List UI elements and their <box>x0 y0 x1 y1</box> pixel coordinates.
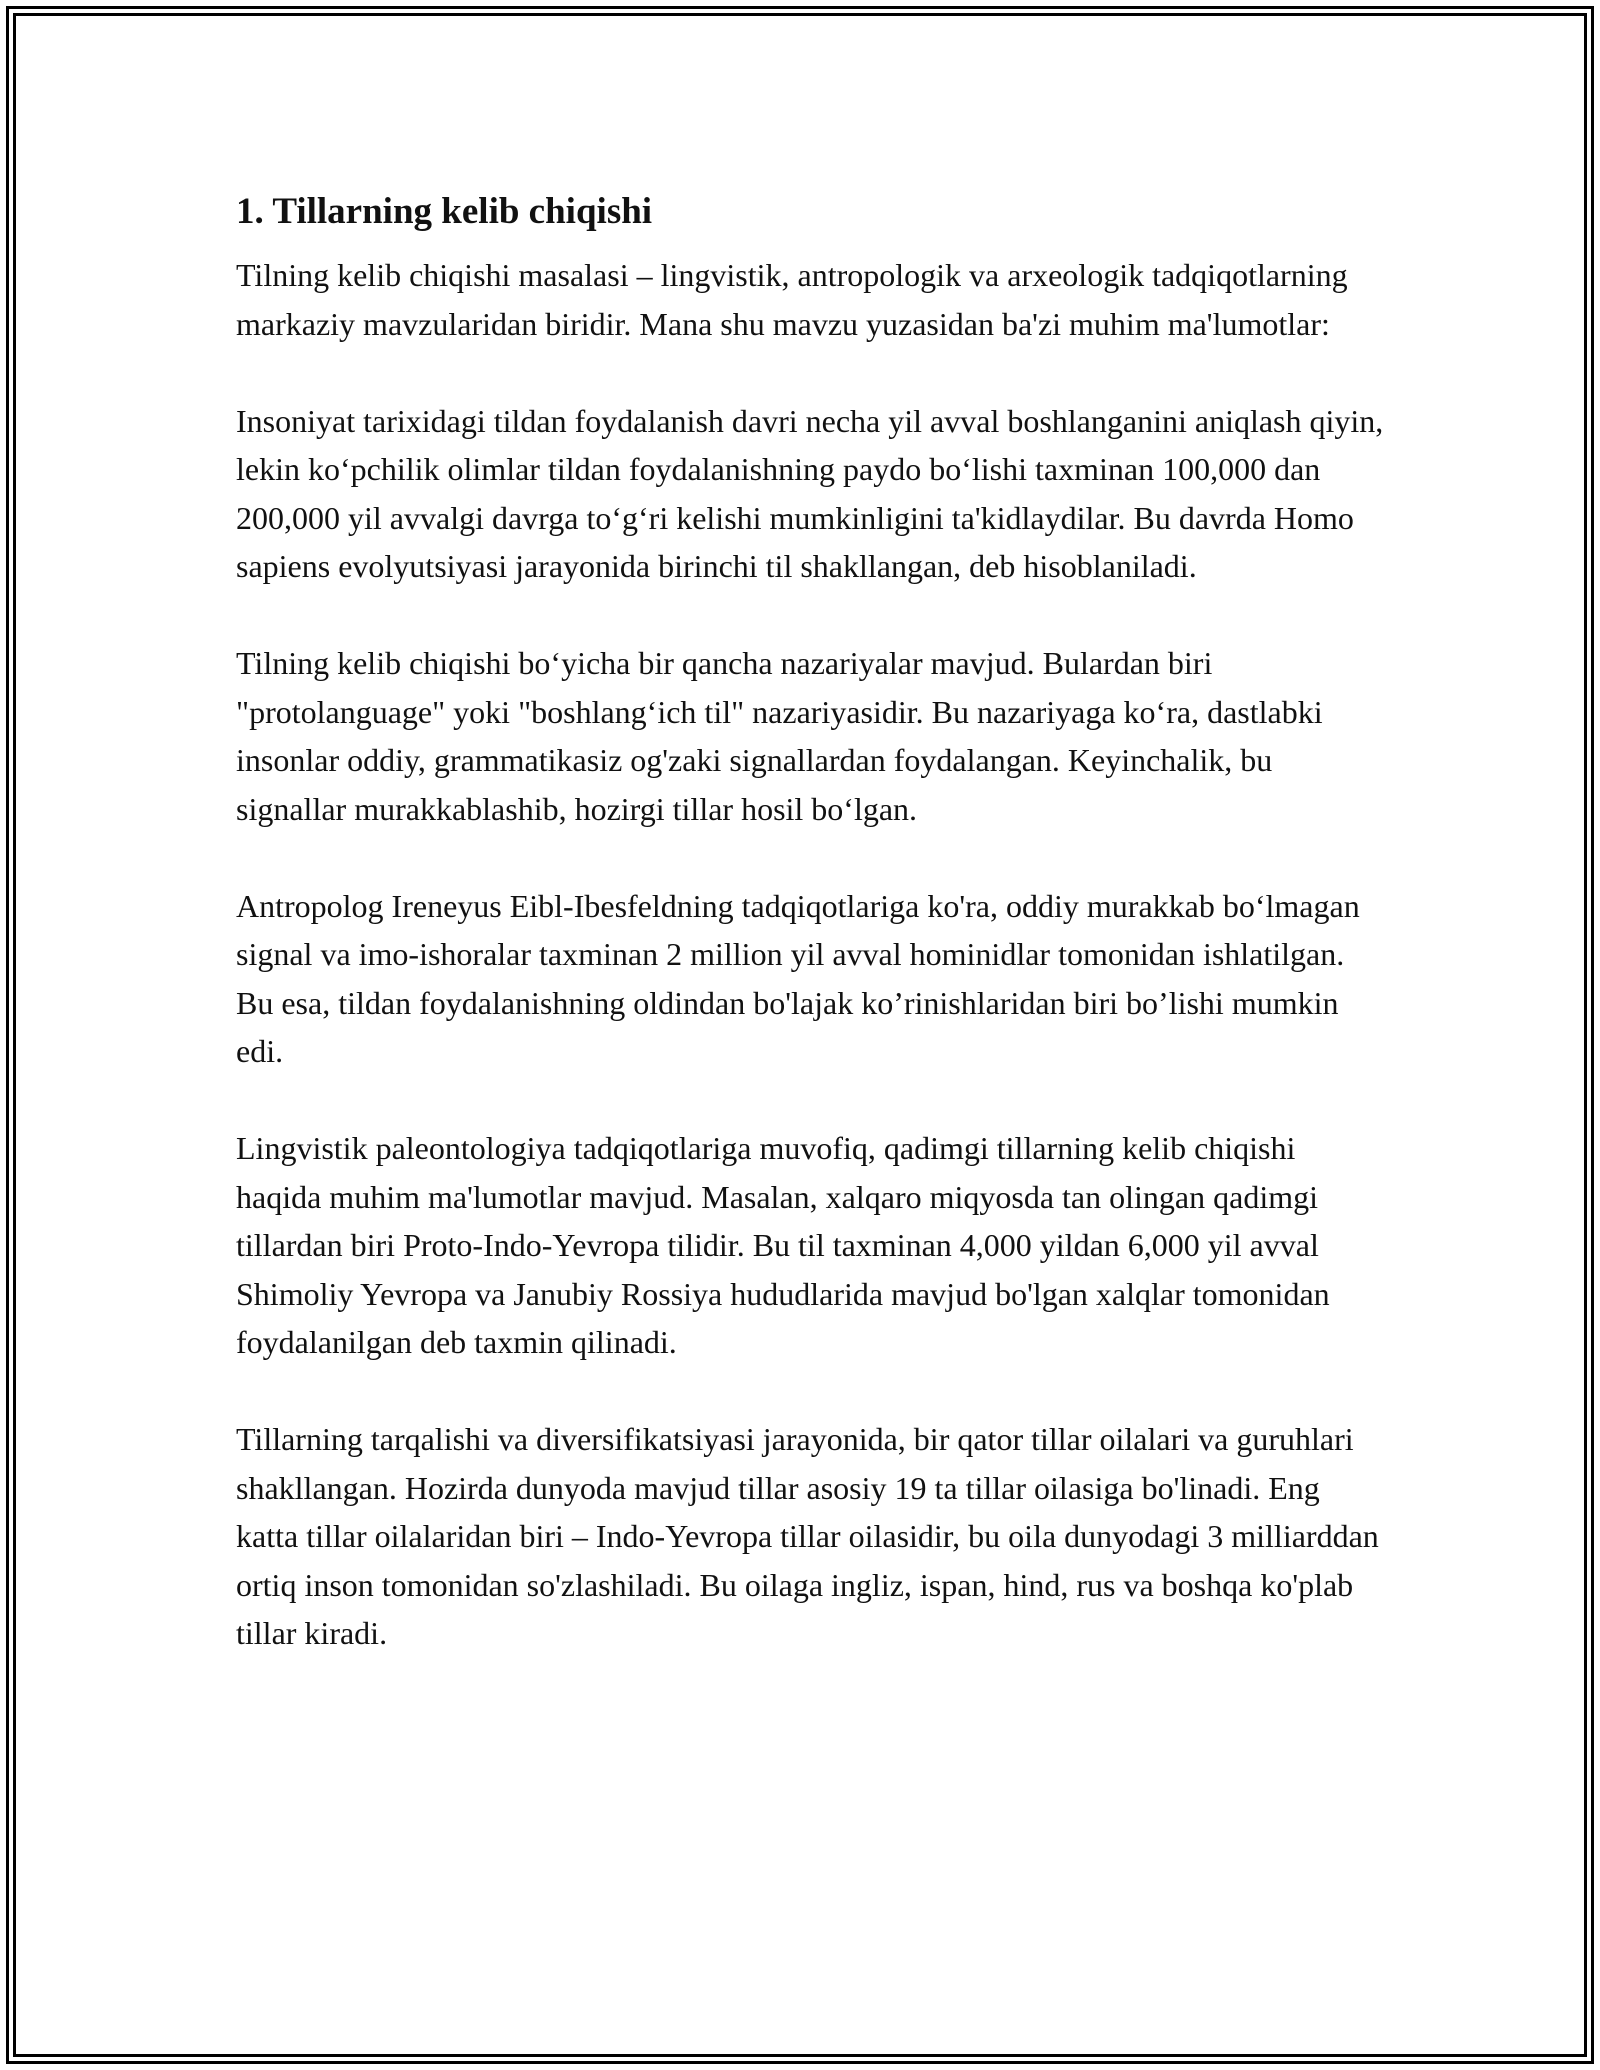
paragraph-anthropology: Antropolog Ireneyus Eibl-Ibesfeldning tadqiqotlariga ko'ra, oddiy murakkab boʻlmagan signal va imo-ishoralar taxminan 2 million yil avval hominidlar tomonidan ishlatilgan. Bu esa, tildan foydalanishning oldindan bo'lajak ko’rinishlaridan biri bo’lishi mumkin edi. <box>236 887 1360 1069</box>
paragraph-theories: Tilning kelib chiqishi boʻyicha bir qancha nazariyalar mavjud. Bulardan biri "protolanguage" yoki "boshlangʻich til" nazariyasidir. Bu nazariyaga koʻra, dastlabki insonlar oddiy, grammatikasiz og'zaki signallardan foydalangan. Keyinchalik, bu signallar murakkablashib, hozirgi tillar hosil boʻlgan. <box>236 645 1323 827</box>
paragraph-language-families: Tillarning tarqalishi va diversifikatsiyasi jarayonida, bir qator tillar oilalari va guruhlari shakllangan. Hozirda dunyoda mavjud tillar asosiy 19 ta tillar oilasiga bo'linadi. Eng katta tillar oilalaridan biri – Indo-Yevropa tillar oilasidir, bu oila dunyodagi 3 milliarddan ortiq inson tomonidan so'zlashiladi. Bu oilaga ingliz, ispan, hind, rus va boshqa ko'plab tillar kiradi. <box>236 1421 1379 1651</box>
paragraph-paleontology: Lingvistik paleontologiya tadqiqotlariga muvofiq, qadimgi tillarning kelib chiqishi haqida muhim ma'lumotlar mavjud. Masalan, xalqaro miqyosda tan olingan qadimgi tillardan biri Proto-Indo-Yevropa tilidir. Bu til taxminan 4,000 yildan 6,000 yil avval Shimoliy Yevropa va Janubiy Rossiya hududlarida mavjud bo'lgan xalqlar tomonidan foydalanilgan deb taxmin qilinadi. <box>236 1130 1330 1360</box>
section-title: 1. Tillarning kelib chiqishi <box>236 191 653 232</box>
paragraph-timeline: Insoniyat tarixidagi tildan foydalanish davri necha yil avval boshlanganini aniqlash qiyin, lekin koʻpchilik olimlar tildan foydalanishning paydo boʻlishi taxminan 100,000 dan 200,000 yil avvalgi davrga toʻgʻri kelishi mumkinligini ta'kidlaydilar. Bu davrda Homo sapiens evolyutsiyasi jarayonida birinchi til shakllangan, deb hisoblaniladi. <box>236 402 1384 584</box>
document-body <box>236 184 1386 1706</box>
paragraph-intro: Tilning kelib chiqishi masalasi – lingvistik, antropologik va arxeologik tadqiqotlarning markaziy mavzularidan biridir. Mana shu mavzu yuzasidan ba'zi muhim ma'lumotlar: <box>236 257 1348 342</box>
